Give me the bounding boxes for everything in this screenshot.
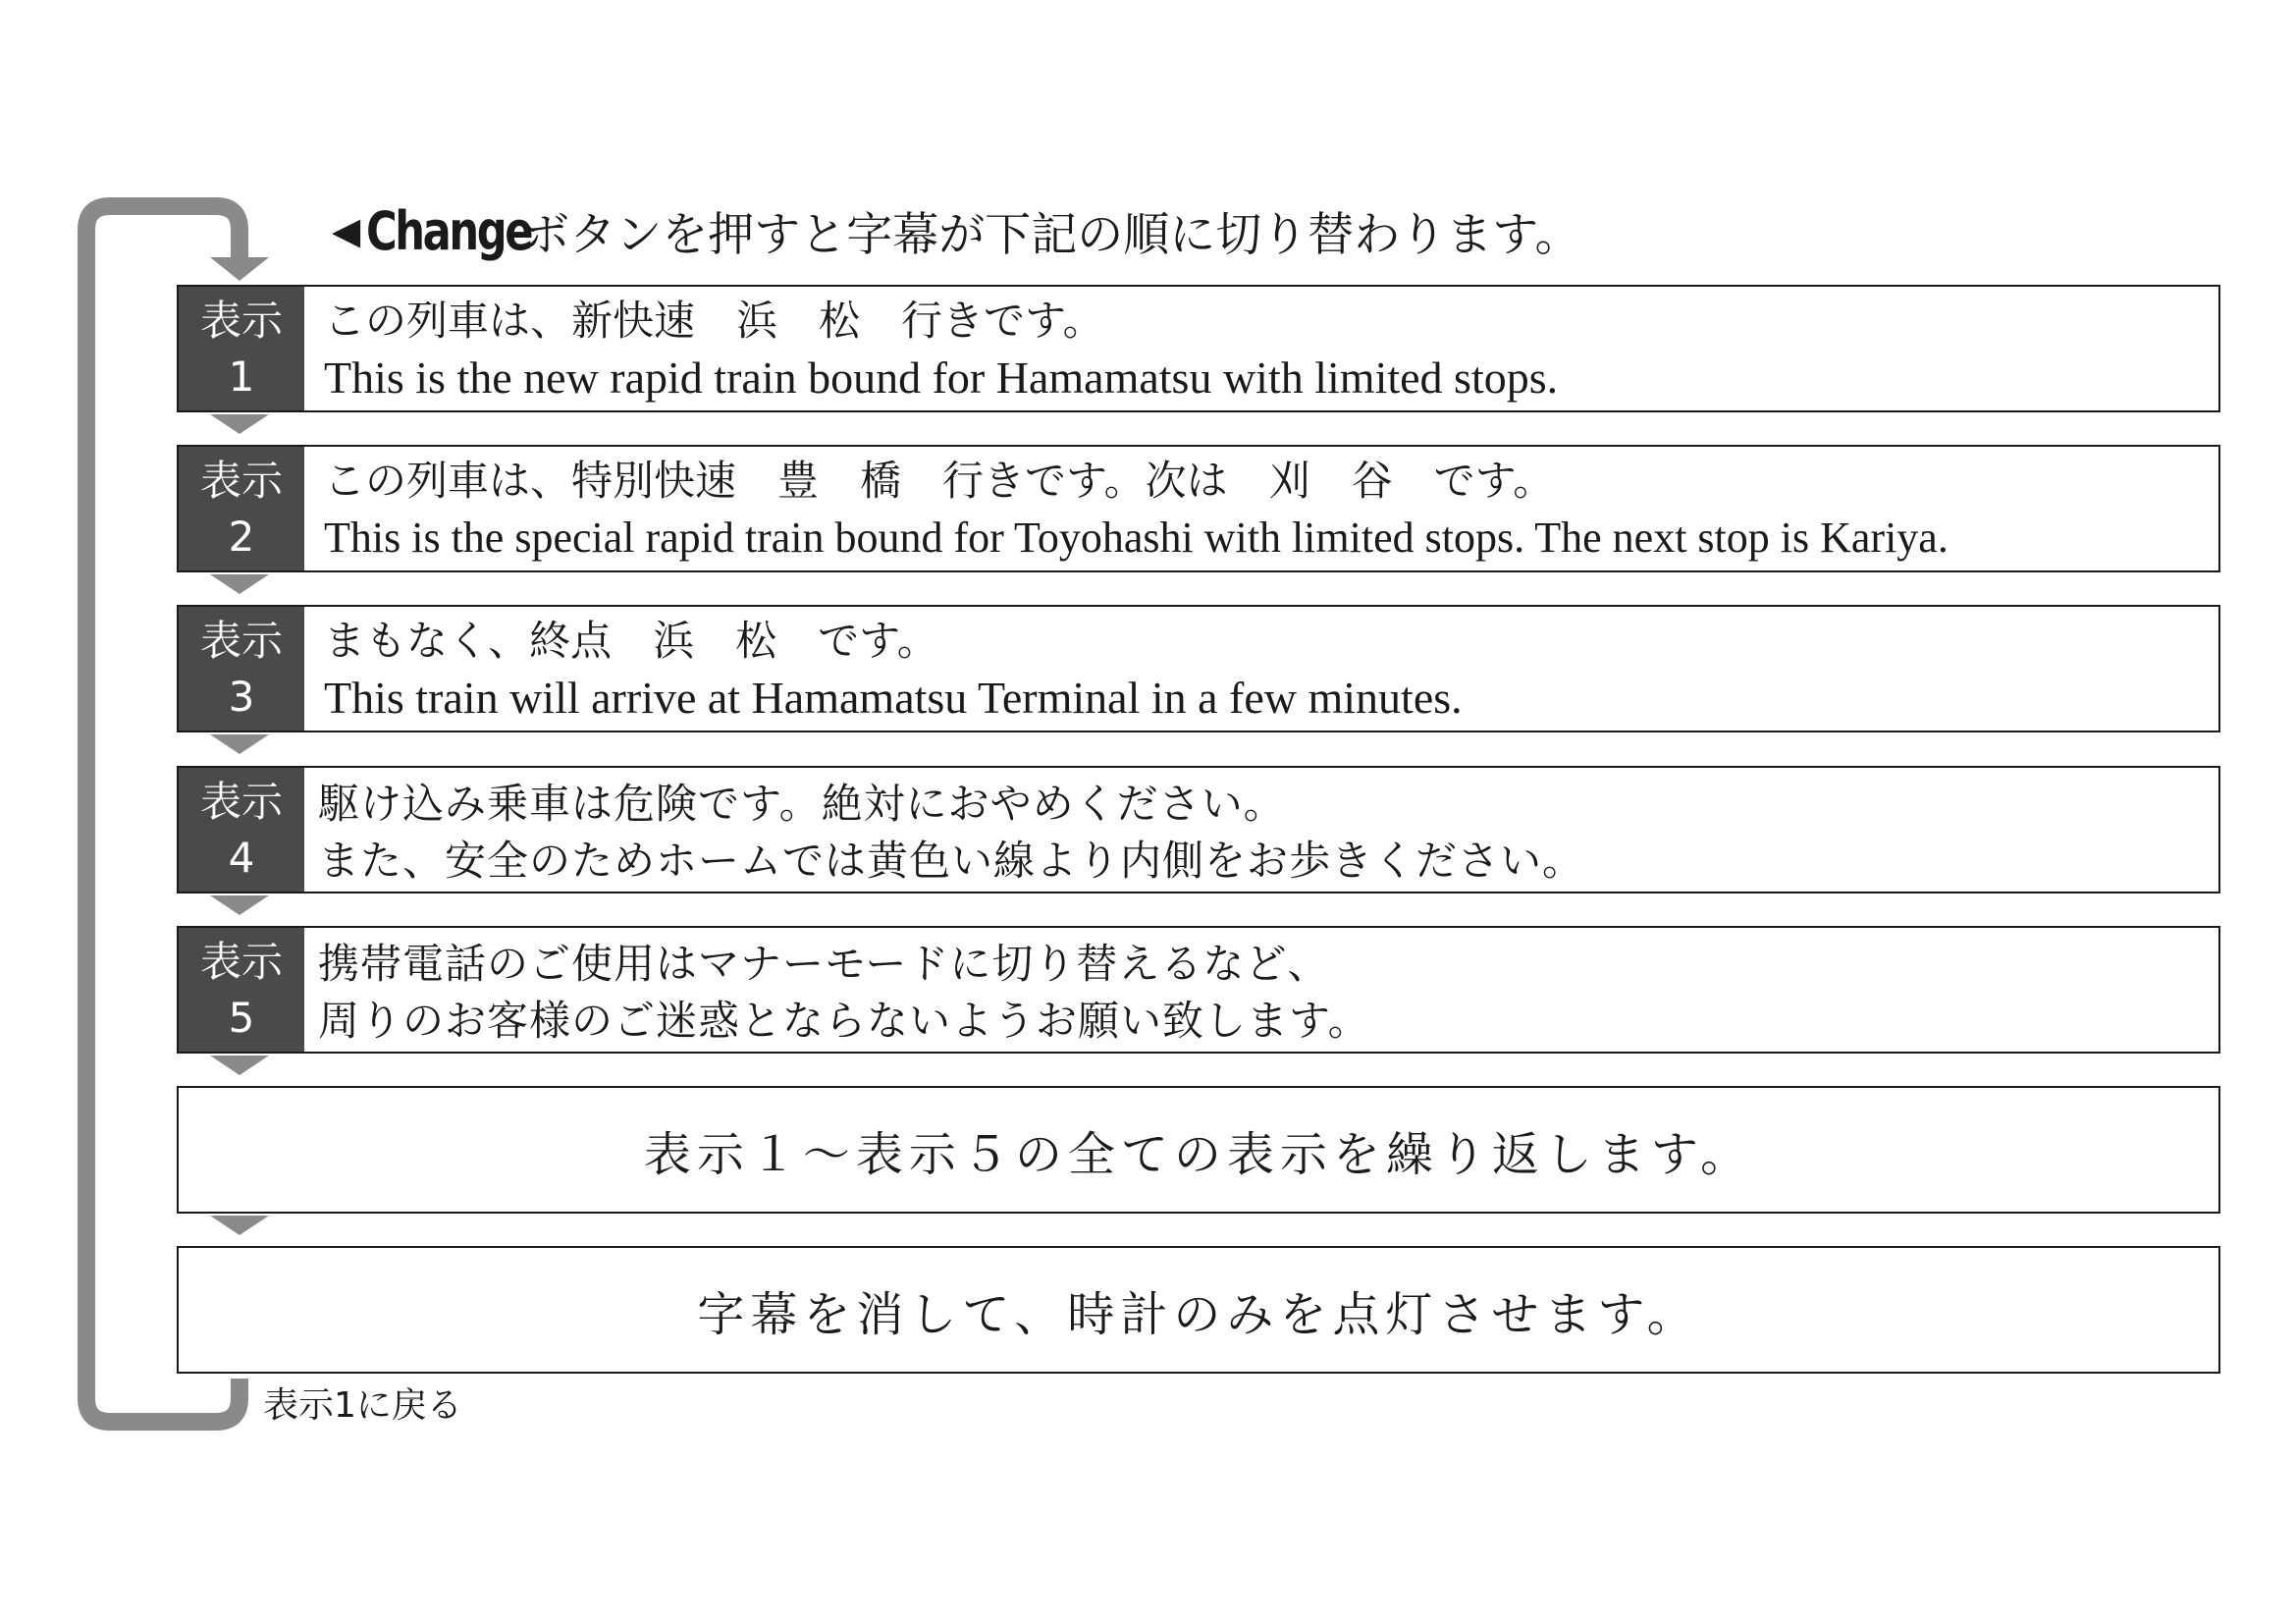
step-label-number: 3 [228,673,255,721]
display-step-2 [177,445,2220,572]
down-arrow-2 [210,574,269,594]
step-label-text: 表示 [199,938,283,986]
step-label [179,768,304,892]
display-step-4 [177,766,2220,893]
step-japanese-line: この列車は、新快速 浜 松 行きです。 [324,297,1104,345]
step-body [324,613,2211,725]
step-body [324,293,2211,405]
step-english-line: This is the new rapid train bound for Hamamatsu with limited stops. [324,352,1559,403]
change-button-name: Change [366,199,532,262]
display-step-1 [177,285,2220,412]
step-japanese-line: 携帯電話のご使用はマナーモードに切り替えるなど、 [318,940,1330,988]
down-arrow-3 [210,734,269,754]
down-arrow-6 [210,1216,269,1235]
step-japanese-line: この列車は、特別快速 豊 橋 行きです。次は 刈 谷 です。 [324,457,1555,505]
down-arrow-1 [210,414,269,434]
step-japanese-line-2: 周りのお客様のご迷惑とならないようお願い致します。 [318,997,1370,1045]
step-english-line: This is the special rapid train bound for Toyohashi with limited stops. The next stop is Kariya. [324,514,1949,562]
clear-subtitles-box: 字幕を消して、時計のみを点灯させます。 [177,1246,2220,1374]
step-label [179,928,304,1052]
step-label-text: 表示 [199,297,283,345]
step-japanese-line: まもなく、終点 浜 松 です。 [324,617,938,665]
display-step-3 [177,605,2220,732]
loop-entry-arrowhead [210,257,269,281]
display-step-5 [177,926,2220,1054]
step-label-number: 2 [228,513,255,561]
down-arrow-5 [210,1056,269,1075]
step-label [179,607,304,731]
left-triangle-icon: ◀ [332,209,361,252]
step-english-line: This train will arrive at Hamamatsu Terminal in a few minutes. [324,673,1463,723]
repeat-all-box: 表示１～表示５の全ての表示を繰り返します。 [177,1086,2220,1214]
down-arrow-4 [210,895,269,915]
step-label [179,287,304,410]
step-label-number: 5 [228,994,255,1042]
step-label-text: 表示 [199,617,283,665]
return-to-step-1-label: 表示1に戻る [263,1385,462,1426]
step-label-number: 1 [228,352,255,401]
step-japanese-line: 駆け込み乗車は危険です。絶対におやめください。 [318,780,1286,828]
step-label-text: 表示 [199,457,283,505]
heading [332,191,1580,270]
step-body [324,453,2211,565]
step-body [318,776,2211,886]
heading-text: ボタンを押すと字幕が下記の順に切り替わります。 [523,207,1581,262]
step-body [318,936,2211,1046]
step-label-number: 4 [228,834,255,882]
step-japanese-line-2: また、安全のためホームでは黄色い線より内側をお歩きください。 [318,837,1585,885]
step-label [179,447,304,570]
step-label-text: 表示 [199,778,283,826]
